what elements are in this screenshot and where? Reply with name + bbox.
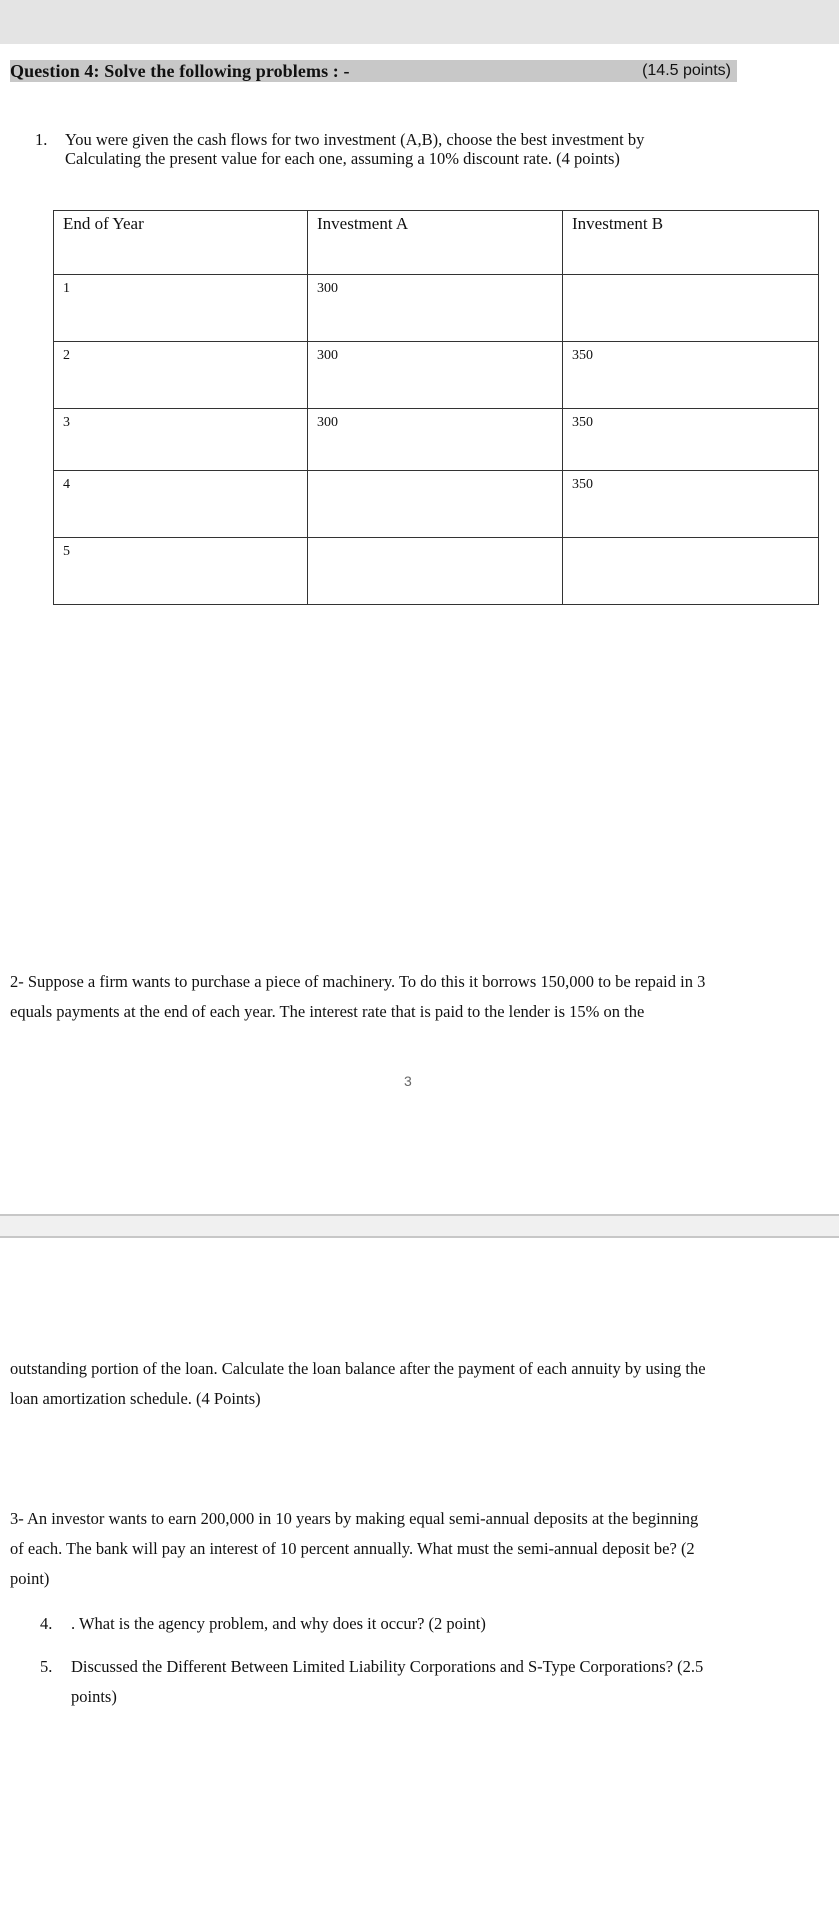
table-row — [54, 538, 819, 605]
problem-3-line-2: of each. The bank will pay an interest of 10 percent annually. What must the semi-annual deposit be? (2 — [10, 1539, 695, 1558]
problem-2-line-3: outstanding portion of the loan. Calculate the loan balance after the payment of each annuity by using the — [10, 1359, 706, 1378]
problem-4-text: . What is the agency problem, and why does it occur? (2 point) — [71, 1614, 486, 1633]
table-row — [54, 342, 819, 409]
cell-year: 1 — [54, 275, 308, 342]
cell-investment-a: 300 — [308, 409, 563, 471]
cell-investment-a — [308, 471, 563, 538]
cell-investment-b: 350 — [563, 471, 819, 538]
problem-2-part-1 — [10, 967, 825, 1027]
cell-year: 5 — [54, 538, 308, 605]
header-investment-b: Investment B — [563, 211, 819, 275]
problem-1-number: 1. — [35, 130, 48, 149]
page-number: 3 — [404, 1073, 412, 1089]
problem-1-line-2: Calculating the present value for each one, assuming a 10% discount rate. (4 points) — [65, 149, 620, 168]
cash-flow-table — [53, 210, 819, 605]
cell-year: 4 — [54, 471, 308, 538]
problem-5-line-1: Discussed the Different Between Limited Liability Corporations and S-Type Corporations? (2.5 — [71, 1657, 704, 1676]
page-break-divider — [0, 1214, 839, 1238]
table-row — [54, 409, 819, 471]
cell-investment-b — [563, 275, 819, 342]
question-points: (14.5 points) — [642, 62, 731, 79]
question-title: Question 4: Solve the following problems : - — [10, 60, 350, 81]
problem-3-line-1: 3- An investor wants to earn 200,000 in 10 years by making equal semi-annual deposits at the beginning — [10, 1509, 699, 1528]
cell-year: 2 — [54, 342, 308, 409]
problem-5-line-2: points) — [71, 1687, 117, 1706]
problem-4-number: 4. — [40, 1614, 53, 1633]
problem-2-line-1: 2- Suppose a firm wants to purchase a piece of machinery. To do this it borrows 150,000 to be repaid in 3 — [10, 972, 706, 991]
problem-2-part-2 — [10, 1354, 825, 1414]
top-page-band — [0, 0, 839, 44]
table-header-row — [54, 211, 819, 275]
header-end-of-year: End of Year — [54, 211, 308, 275]
cell-investment-a — [308, 538, 563, 605]
problem-3-line-3: point) — [10, 1569, 50, 1588]
question-header — [10, 60, 737, 82]
table-row — [54, 275, 819, 342]
cell-investment-b: 350 — [563, 342, 819, 409]
problem-1-line-1: You were given the cash flows for two investment (A,B), choose the best investment by — [65, 130, 645, 149]
header-investment-a: Investment A — [308, 211, 563, 275]
cell-investment-b — [563, 538, 819, 605]
problem-2-line-4: loan amortization schedule. (4 Points) — [10, 1389, 261, 1408]
cell-investment-a: 300 — [308, 275, 563, 342]
table-row — [54, 471, 819, 538]
cell-investment-a: 300 — [308, 342, 563, 409]
problem-2-line-2: equals payments at the end of each year. The interest rate that is paid to the lender is 15% on the — [10, 1002, 645, 1021]
problem-5-number: 5. — [40, 1657, 53, 1676]
cell-year: 3 — [54, 409, 308, 471]
cell-investment-b: 350 — [563, 409, 819, 471]
problem-3 — [10, 1504, 825, 1594]
